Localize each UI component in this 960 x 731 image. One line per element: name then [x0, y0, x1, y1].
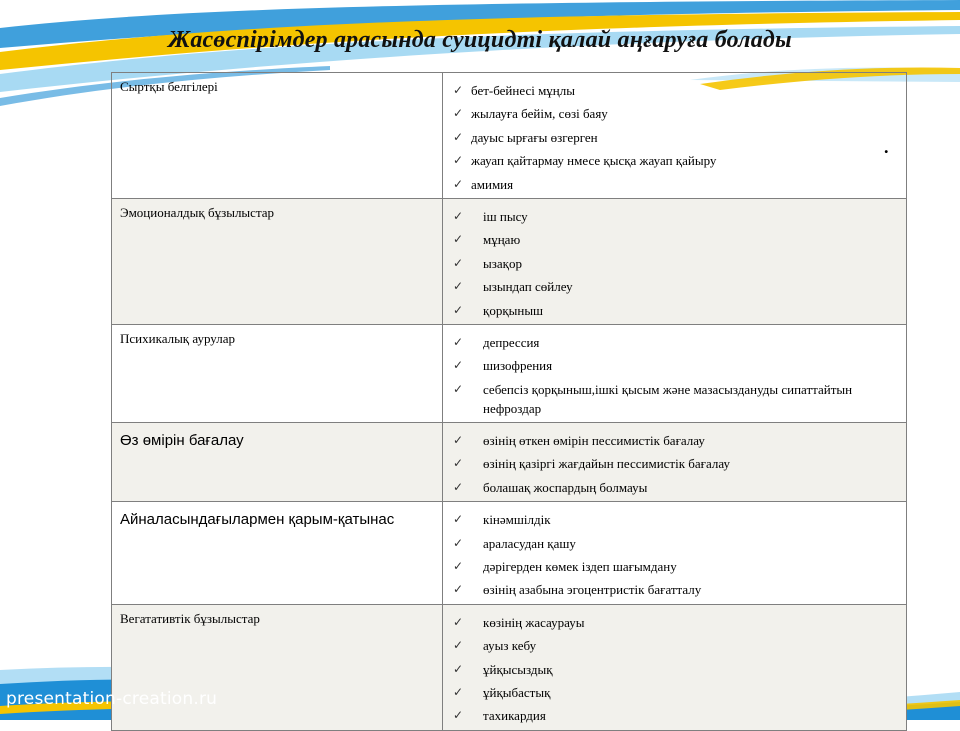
list-item: ✓ тахикардия	[453, 704, 898, 727]
row-category: Айналасындағылармен қарым-қатынас	[112, 502, 443, 605]
check-icon: ✓	[453, 512, 464, 527]
check-icon: ✓	[453, 456, 464, 471]
check-icon: ✓	[453, 232, 464, 247]
check-icon: ✓	[453, 106, 464, 121]
list-item: ✓ ұйқысыздық	[453, 658, 898, 681]
check-icon: ✓	[453, 358, 464, 373]
list-item: ✓ шизофрения	[453, 354, 898, 377]
list-item: ✓ өзінің қазіргі жағдайын пессимистік бағалау	[453, 452, 898, 475]
list-item: ✓ ауыз кебу	[453, 634, 898, 657]
list-item: ✓ іш пысу	[453, 205, 898, 228]
check-icon: ✓	[453, 153, 464, 168]
symptom-list	[443, 605, 906, 730]
table-row	[112, 325, 907, 423]
symptom-list	[443, 502, 906, 604]
list-item: ✓ өзінің азабына эгоцентристік бағатталу	[453, 578, 898, 601]
list-item: ✓ бет-бейнесі мұңлы	[453, 79, 898, 102]
list-item: ✓ дәрігерден көмек іздеп шағымдану	[453, 555, 898, 578]
symptoms-table	[111, 72, 907, 731]
list-item: ✓ болашақ жоспардың болмауы	[453, 476, 898, 499]
footer-watermark: presentation-creation.ru	[6, 689, 218, 709]
row-category: Вегатативтік бұзылыстар	[112, 604, 443, 730]
symptom-list	[443, 325, 906, 422]
list-item: ✓ ызындап сөйлеу	[453, 275, 898, 298]
list-item: ✓ дауыс ырғағы өзгерген	[453, 126, 898, 149]
check-icon: ✓	[453, 209, 464, 224]
table-row	[112, 199, 907, 325]
list-item: ✓ амимия	[453, 173, 898, 196]
list-item: ✓ кінәмшілдік	[453, 508, 898, 531]
check-icon: ✓	[453, 684, 464, 699]
list-item: ✓ араласудан қашу	[453, 532, 898, 555]
list-item: ✓ жауап қайтармау нмесе қысқа жауап қайыру	[453, 149, 898, 172]
check-icon: ✓	[453, 381, 464, 396]
symptom-list	[443, 423, 906, 501]
list-item: ✓ жылауға бейім, сөзі баяу	[453, 102, 898, 125]
list-item: ✓ себепсіз қорқыныш,ішкі қысым және мазасыздануды сипаттайтын нефроздар	[453, 381, 853, 416]
list-item: ✓ қорқыныш	[453, 299, 898, 322]
list-item: ✓ көзінің жасаурауы	[453, 611, 898, 634]
row-category: Психикалық аурулар	[112, 325, 443, 423]
check-icon: ✓	[453, 638, 464, 653]
check-icon: ✓	[453, 255, 464, 270]
check-icon: ✓	[453, 614, 464, 629]
check-icon: ✓	[453, 535, 464, 550]
list-item: ✓ ызақор	[453, 252, 898, 275]
table-row	[112, 604, 907, 730]
check-icon: ✓	[453, 129, 464, 144]
list-item: ✓ депрессия	[453, 331, 898, 354]
symptom-list	[443, 199, 906, 324]
row-category: Эмоционалдық бұзылыстар	[112, 199, 443, 325]
check-icon: ✓	[453, 582, 464, 597]
check-icon: ✓	[453, 176, 464, 191]
check-icon: ✓	[453, 661, 464, 676]
symptom-list	[443, 73, 906, 198]
table-row	[112, 422, 907, 501]
check-icon: ✓	[453, 302, 464, 317]
list-item: ✓ мұңаю	[453, 228, 898, 251]
table-row	[112, 502, 907, 605]
check-icon: ✓	[453, 708, 464, 723]
check-icon: ✓	[453, 335, 464, 350]
check-icon: ✓	[453, 83, 464, 97]
check-icon: ✓	[453, 279, 464, 294]
check-icon: ✓	[453, 432, 464, 447]
row-category: Өз өмірін бағалау	[112, 422, 443, 501]
slide-title: Жасөспірімдер арасында суицидті қалай аңғаруға болады	[168, 27, 792, 53]
row-category: Сыртқы белгілері	[112, 73, 443, 199]
check-icon: ✓	[453, 479, 464, 494]
check-icon: ✓	[453, 558, 464, 573]
list-item: ✓ өзінің өткен өмірін пессимистік бағалау	[453, 429, 898, 452]
table-row	[112, 73, 907, 199]
list-item: ✓ ұйқыбастық	[453, 681, 898, 704]
stray-dot: .	[884, 137, 889, 157]
